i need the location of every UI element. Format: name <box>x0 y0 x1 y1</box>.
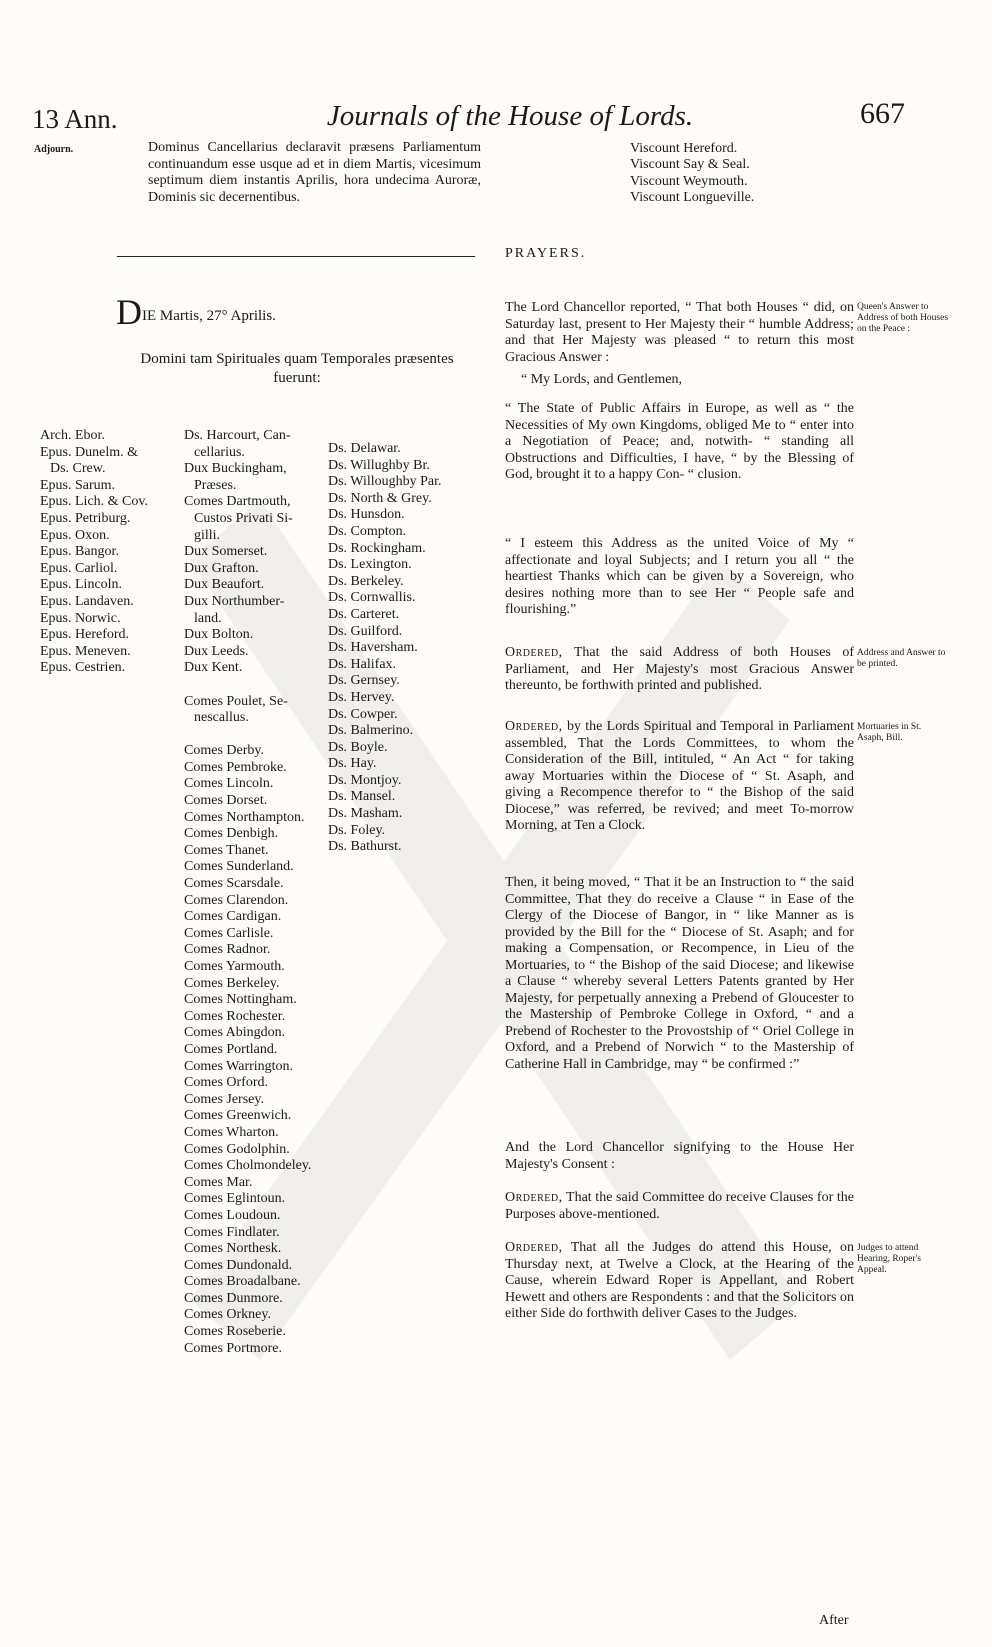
lords-column-temporal <box>184 428 311 1357</box>
lord-entry: Comes Dundonald. <box>184 1257 293 1273</box>
lord-entry: Dux Bolton. <box>184 627 254 643</box>
lord-entry: Epus. Meneven. <box>40 643 131 659</box>
adjourn-margin-label: Adjourn. <box>34 144 74 155</box>
margin-note-mortuaries: Mortuaries in St. Asaph, Bill. <box>857 722 922 743</box>
lord-entry: Ds. Delawar. <box>328 441 401 456</box>
lord-entry: Ds. Cornwallis. <box>328 590 416 606</box>
lord-entry: Ds. Crew. <box>50 461 106 477</box>
lord-entry: Epus. Lincoln. <box>40 577 123 593</box>
lord-entry: Comes Eglintoun. <box>184 1191 286 1207</box>
lord-entry: Dux Kent. <box>184 660 243 676</box>
lord-entry: Arch. Ebor. <box>40 428 105 443</box>
lord-entry: Comes Scarsdale. <box>184 876 284 892</box>
lord-entry: Epus. Landaven. <box>40 593 134 609</box>
lord-entry: Ds. North & Grey. <box>328 490 432 506</box>
lord-entry: Comes Broadalbane. <box>184 1274 301 1290</box>
lord-entry: Ds. Guilford. <box>328 623 403 639</box>
lord-entry: Comes Dorset. <box>184 793 268 809</box>
lord-entry: Epus. Hereford. <box>40 627 130 643</box>
lord-entry: Comes Dunmore. <box>184 1290 283 1306</box>
margin-note-queen-answer: Queen's Answer to Address of both Houses on the Peace : <box>857 302 949 334</box>
lord-entry: Epus. Petriburg. <box>40 510 131 526</box>
lord-entry: Comes Lincoln. <box>184 776 274 792</box>
lord-entry: Comes Portland. <box>184 1041 278 1057</box>
lord-entry: Comes Northesk. <box>184 1241 282 1257</box>
lord-entry: Ds. Harcourt, Can- <box>184 428 291 443</box>
lord-entry: Ds. Mansel. <box>328 789 396 805</box>
lord-entry: Epus. Sarum. <box>40 477 116 493</box>
lord-entry: Ds. Lexington. <box>328 557 412 573</box>
lord-entry: Ds. Hervey. <box>328 689 395 705</box>
instruction-paragraph: Then, it being moved, “ That it be an Instruction to “ the said Committee, That they do receive a Clause “ in Ease of the Clergy of the Diocese of Bangor, in “ like Manner as is provided by the Bill for the “ Diocese of St. Asaph; and for making a Compensation, or Recompence, in Lieu of the Mortuaries, to “ the Bishop of the said Diocese; and likewise a Clause “ whereby several Letters Patents granted by Her Majesty, for perpetually annexing a Prebend of Gloucester to the Mastership of Pembroke College in Oxford, “ and a Prebend of Rochester to the Provostship of “ Oriel College in Oxford, and a Prebend of Norwich “ to the Mastership of Catherine Hall in Cambridge, may “ be confirmed :” <box>505 875 854 1072</box>
lord-entry: Ds. Bathurst. <box>328 839 402 855</box>
lord-entry: Ds. Haversham. <box>328 640 418 656</box>
lord-entry: Dux Buckingham, <box>184 461 287 477</box>
lord-entry: Comes Mar. <box>184 1174 253 1190</box>
lord-entry: Præses. <box>194 477 237 493</box>
ordered-label: Ordered, <box>505 1240 563 1255</box>
viscount-entry: Viscount Say & Seal. <box>630 157 750 173</box>
lord-entry: Ds. Masham. <box>328 806 403 822</box>
header-session: 13 Ann. <box>32 104 118 134</box>
lord-entry: Ds. Gernsey. <box>328 673 400 689</box>
lord-entry: Comes Nottingham. <box>184 992 297 1008</box>
order-receive-clauses <box>505 1190 854 1223</box>
lord-entry: Comes Jersey. <box>184 1091 264 1107</box>
lord-entry: Comes Dartmouth, <box>184 494 291 510</box>
order-text: That the said Address of both Houses of Parliament, and Her Majesty's most Gracious Answer thereunto, be forthwith printed and published. <box>505 645 854 693</box>
queen-answer-paragraph-1: “ The State of Public Affairs in Europe, as well as “ the Necessities of My own Kingdoms, obliged Me to “ enter into a Negotiation of Peace; and, notwith- “ standing all Obstructions and Difficulties, I have, “ by the Blessing of God, brought it to a happy Con- “ clusion. <box>505 401 854 482</box>
lord-entry: Comes Warrington. <box>184 1058 294 1074</box>
lord-entry: Ds. Montjoy. <box>328 772 402 788</box>
lord-entry: Comes Berkeley. <box>184 975 280 991</box>
lord-entry: Comes Radnor. <box>184 942 271 958</box>
lord-entry: Comes Derby. <box>184 743 264 759</box>
lord-entry: Comes Cardigan. <box>184 909 282 925</box>
lord-entry: Epus. Cestrien. <box>40 660 126 676</box>
lord-entry: Comes Orford. <box>184 1075 268 1091</box>
lord-entry: Epus. Carliol. <box>40 560 118 576</box>
lord-entry: Epus. Lich. & Cov. <box>40 494 148 510</box>
lord-entry: Comes Greenwich. <box>184 1108 292 1124</box>
report-paragraph: The Lord Chancellor reported, “ That both Houses “ did, on Saturday last, present to Her Majesty their “ humble Address; and that Her Majesty was pleased “ to return this most Gracious Answer : <box>505 300 854 365</box>
order-print-address <box>505 645 854 695</box>
lord-entry: Comes Denbigh. <box>184 826 279 842</box>
ordered-label: Ordered, <box>505 719 563 734</box>
lord-entry: Ds. Rockingham. <box>328 540 426 556</box>
lord-entry <box>184 677 311 694</box>
lord-entry: Comes Roseberie. <box>184 1324 286 1340</box>
lord-entry: Epus. Norwic. <box>40 610 121 626</box>
order-text: by the Lords Spiritual and Temporal in Parliament assembled, That the Lords Committees, to whom the Consideration of the Bill, intituled, “ An Act “ for taking away Mortuaries within the Diocese of “ St. Asaph, and giving a Recompence therefor to “ the Bishop of the said Diocese,” was referred, be revived; and meet To-morrow Morning, at Ten a Clock. <box>505 719 854 833</box>
ordered-label: Ordered, <box>505 645 563 660</box>
lord-entry: Ds. Halifax. <box>328 656 397 672</box>
ordered-label: Ordered, <box>505 1190 563 1205</box>
lord-entry: Comes Sunderland. <box>184 859 294 875</box>
lord-entry: land. <box>194 610 222 626</box>
lord-entry: Comes Findlater. <box>184 1224 280 1240</box>
order-judges-attend <box>505 1240 854 1323</box>
lord-entry: Comes Poulet, Se- <box>184 693 288 709</box>
lord-entry: Comes Cholmondeley. <box>184 1158 312 1174</box>
lord-entry: Ds. Willoughby Par. <box>328 474 442 490</box>
lord-entry: Comes Loudoun. <box>184 1207 281 1223</box>
lord-entry: Dux Northumber- <box>184 593 285 609</box>
address-salutation: “ My Lords, and Gentlemen, <box>521 372 682 387</box>
viscount-entry: Viscount Hereford. <box>630 141 738 156</box>
order-text: That all the Judges do attend this House, on Thursday next, at Twelve a Clock, at the Hearing of the Cause, wherein Edward Roper is Appellant, and Robert Hewett and others are Respondents : and that the Solicitors on either Side do forthwith deliver Cases to the Judges. <box>505 1240 854 1321</box>
lord-entry: Dux Beaufort. <box>184 577 265 593</box>
lord-entry: Dux Leeds. <box>184 643 249 659</box>
consent-paragraph: And the Lord Chancellor signifying to the House Her Majesty's Consent : <box>505 1140 854 1172</box>
date-heading <box>116 292 276 332</box>
lords-present-heading: Domini tam Spirituales quam Temporales præsentes fuerunt: <box>140 351 454 386</box>
lord-entry: Comes Portmore. <box>184 1340 282 1356</box>
adjourn-paragraph: Dominus Cancellarius declaravit præsens Parliamentum continuandum esse usque ad et in diem Martis, vicesimum septimum diem instantis Aprilis, hora undecima Auroræ, Dominis sic decernentibus. <box>148 140 481 205</box>
lords-column-barons <box>328 441 442 856</box>
lord-entry: Comes Abingdon. <box>184 1025 286 1041</box>
lord-entry: Ds. Balmerino. <box>328 723 414 739</box>
lord-entry: Ds. Hunsdon. <box>328 507 405 523</box>
lord-entry: Comes Clarendon. <box>184 892 289 908</box>
section-divider <box>117 256 475 257</box>
lords-column-spiritual <box>40 428 148 677</box>
margin-note-judges: Judges to attend Hearing, Roper's Appeal. <box>857 1243 921 1275</box>
lord-entry: Comes Northampton. <box>184 809 305 825</box>
lord-entry: Custos Privati Si- <box>194 510 293 526</box>
viscount-entry: Viscount Weymouth. <box>630 173 748 189</box>
lord-entry: Comes Wharton. <box>184 1124 279 1140</box>
lord-entry: Comes Yarmouth. <box>184 959 285 974</box>
lord-entry: Ds. Willughby Br. <box>328 457 430 473</box>
lord-entry: Epus. Oxon. <box>40 527 110 543</box>
header-title: Journals of the House of Lords. <box>326 100 694 132</box>
page-number: 667 <box>860 97 905 130</box>
viscount-entry: Viscount Longueville. <box>630 190 755 206</box>
lord-entry: Ds. Compton. <box>328 523 407 539</box>
lord-entry: Dux Grafton. <box>184 560 259 576</box>
lord-entry: Ds. Foley. <box>328 822 386 838</box>
dropcap-letter: D <box>116 292 142 332</box>
lord-entry: Epus. Bangor. <box>40 544 119 560</box>
viscount-list <box>630 141 754 207</box>
lord-entry: Comes Carlisle. <box>184 925 274 941</box>
lord-entry: Comes Godolphin. <box>184 1141 290 1157</box>
margin-note-address-printed: Address and Answer to be printed. <box>857 648 946 669</box>
catchword: After <box>819 1613 849 1628</box>
lord-entry: Ds. Cowper. <box>328 706 398 722</box>
lord-entry: Ds. Berkeley. <box>328 573 404 589</box>
order-text: That the said Committee do receive Clauses for the Purposes above-mentioned. <box>505 1190 854 1222</box>
lord-entry: Dux Somerset. <box>184 544 268 560</box>
lord-entry: gilli. <box>194 527 221 543</box>
lord-entry: Comes Pembroke. <box>184 759 287 775</box>
date-heading-text: IE Martis, 27° Aprilis. <box>142 308 276 324</box>
lord-entry: Comes Rochester. <box>184 1008 286 1024</box>
lord-entry: Comes Orkney. <box>184 1307 271 1323</box>
lord-entry: nescallus. <box>194 710 249 726</box>
lord-entry: Ds. Carteret. <box>328 606 400 622</box>
lord-entry: Ds. Hay. <box>328 756 377 772</box>
lord-entry: Ds. Boyle. <box>328 739 388 755</box>
queen-answer-paragraph-2: “ I esteem this Address as the united Voice of My “ affectionate and loyal Subjects; and I return you all “ the heartiest Thanks which can be given by a Sovereign, who desires nothing more than to see Her “ People safe and flourishing.” <box>505 536 854 617</box>
lord-entry: cellarius. <box>194 444 245 460</box>
lord-entry <box>184 727 311 744</box>
prayers-heading: PRAYERS. <box>505 246 587 261</box>
lord-entry: Comes Thanet. <box>184 842 269 858</box>
lord-entry: Epus. Dunelm. & <box>40 444 138 460</box>
order-revive-committee <box>505 719 854 835</box>
